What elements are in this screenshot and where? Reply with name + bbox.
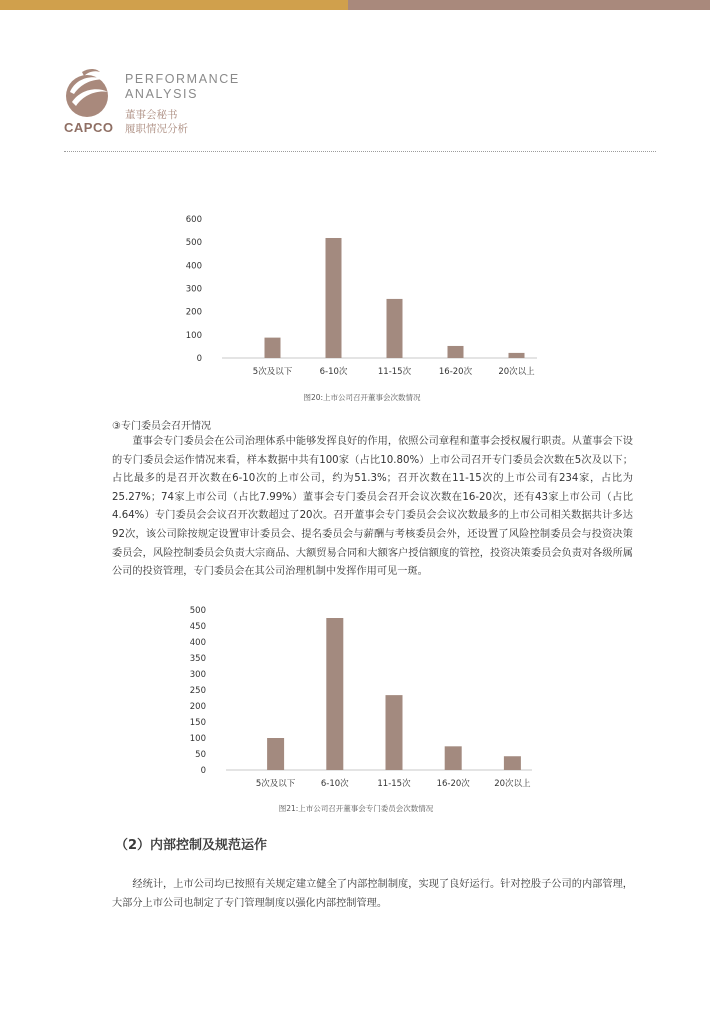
- y-tick-label: 300: [189, 670, 206, 680]
- x-tick-label: 5次及以下: [252, 367, 293, 377]
- x-tick-label: 6-10次: [320, 779, 349, 789]
- bar: [267, 738, 284, 770]
- section3-heading: ③专门委员会召开情况: [112, 421, 211, 432]
- x-tick-label: 20次以上: [498, 367, 535, 377]
- figure21-chart: [176, 600, 546, 790]
- y-tick-label: 600: [185, 215, 202, 225]
- y-tick-label: 350: [189, 654, 206, 664]
- header-divider: [64, 151, 656, 152]
- figure20-caption: 图20:上市公司召开董事会次数情况: [303, 393, 421, 402]
- y-tick-label: 50: [195, 750, 206, 760]
- top-bar-gold: [0, 0, 348, 10]
- x-tick-label: 11-15次: [377, 779, 411, 789]
- y-tick-label: 400: [189, 638, 206, 648]
- figure21-caption: 图21:上市公司召开董事会专门委员会次数情况: [278, 804, 434, 813]
- x-tick-label: 11-15次: [377, 367, 412, 377]
- report-title-en: PERFORMANCE ANALYSIS: [125, 72, 240, 101]
- y-tick-label: 500: [185, 238, 202, 249]
- x-tick-label: 20次以上: [494, 779, 531, 789]
- bar: [509, 353, 525, 358]
- capco-logo-icon: [62, 66, 112, 118]
- y-tick-label: 250: [189, 686, 206, 696]
- bar: [265, 338, 281, 358]
- figure21-svg: [176, 600, 546, 790]
- y-tick-label: 0: [200, 766, 206, 776]
- section3-paragraph: 董事会专门委员会在公司治理体系中能够发挥良好的作用，依照公司章程和董事会授权履行职责。从董事会下设的专门委员会运作情况来看，样本数据中共有100家（占比10.80%）上市公司召开专门委员会次数在5次及以下；占比最多的是召开次数在6-10次的上市公司，约为51.3%；召开次数在11-15次的上市公司有234家，占比为25.27%；74家上市公司（占比7.99%）董事会专门委员会召开会议次数在16-20次，还有43家上市公司（占比4.64%）专门委员会会议召开次数超过了20次。召开董事会专门委员会会议次数最多的上市公司相关数据共计多达92次，该公司除按规定设置审计委员会、提名委员会与薪酬与考核委员会外，还设置了风险控制委员会与投资决策委员会，风险控制委员会负责大宗商品、大额贸易合同和大额客户授信额度的管控，投资决策委员会负责对各级所属公司的投资管理，专门委员会在其公司治理机制中发挥作用可见一斑。: [112, 436, 633, 578]
- x-tick-label: 5次及以下: [255, 779, 296, 789]
- brand-name: CAPCO: [64, 120, 114, 135]
- bar: [387, 299, 403, 358]
- section-internal-control-heading: （2）内部控制及规范运作: [115, 838, 268, 853]
- bar: [448, 346, 464, 358]
- bar: [386, 695, 403, 770]
- y-tick-label: 100: [185, 330, 202, 341]
- x-tick-label: 16-20次: [436, 779, 470, 789]
- y-tick-label: 100: [189, 734, 206, 744]
- bar: [445, 746, 462, 770]
- bar: [504, 756, 521, 770]
- y-tick-label: 450: [189, 622, 206, 632]
- figure20-chart: [172, 210, 552, 380]
- report-title-zh: 董事会秘书 履职情况分析: [125, 109, 188, 135]
- top-bar-mauve: [348, 0, 710, 10]
- x-tick-label: 6-10次: [319, 367, 348, 377]
- y-tick-label: 300: [185, 284, 202, 295]
- figure20-svg: [172, 210, 552, 380]
- x-tick-label: 16-20次: [438, 367, 473, 377]
- section-internal-control-paragraph: 经统计，上市公司均已按照有关规定建立健全了内部控制制度，实现了良好运行。针对控股子公司的内部管理，大部分上市公司也制定了专门管理制度以强化内部控制管理。: [112, 879, 633, 909]
- y-tick-label: 150: [189, 718, 206, 728]
- y-tick-label: 200: [189, 702, 206, 712]
- bar: [326, 238, 342, 358]
- y-tick-label: 0: [196, 354, 202, 364]
- y-tick-label: 200: [185, 307, 202, 318]
- y-tick-label: 500: [189, 606, 206, 616]
- bar: [326, 618, 343, 770]
- y-tick-label: 400: [185, 261, 202, 272]
